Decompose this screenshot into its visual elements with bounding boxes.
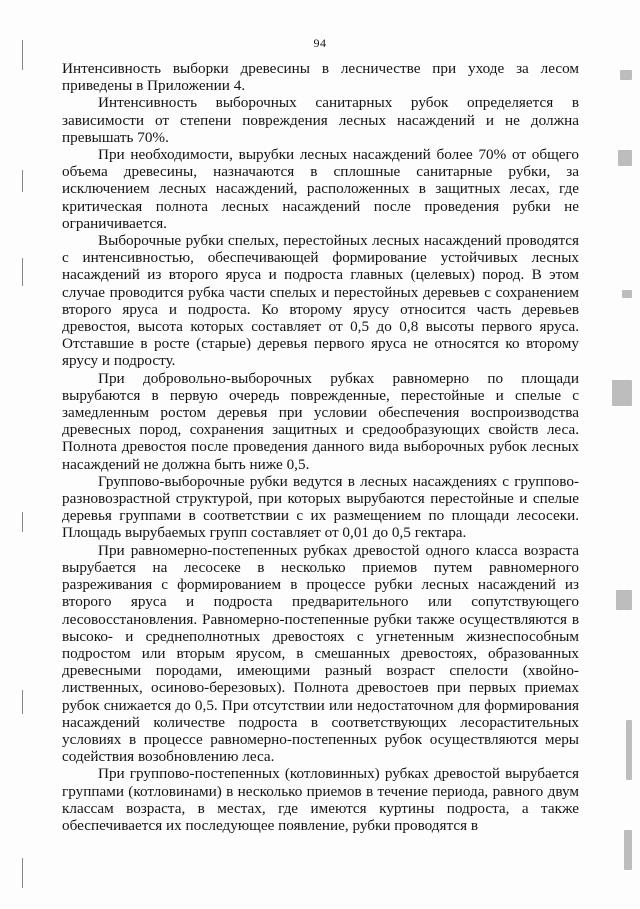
scan-artifact bbox=[22, 170, 23, 192]
scan-artifact bbox=[624, 830, 632, 870]
paragraph: Группово-выборочные рубки ведутся в лесных насаждениях с группово-разновозрастной структурой, при которых вырубаются перестойные и спелые деревья группами в соответствии с их размещением по площади лесосеки. Площадь вырубаемых групп составляет от 0,01 до 0,5 гектара. bbox=[62, 472, 579, 542]
scan-artifact bbox=[22, 690, 23, 714]
scan-artifact bbox=[22, 858, 23, 888]
paragraph: Выборочные рубки спелых, перестойных лесных насаждений проводятся с интенсивностью, обеспечивающей формирование устойчивых лесных насаждений из второго яруса и подроста главных (целевых) пород. В этом случае проводится рубка части спелых и перестойных деревьев с сохранением второго яруса и подроста. Ко второму ярусу относится часть деревьев древостоя, высота которых составляет от 0,5 до 0,8 высоты первого яруса. Отставшие в росте (старые) деревья первого яруса не относятся ко второму ярусу и подросту. bbox=[62, 232, 579, 370]
paragraph: При группово-постепенных (котловинных) рубках древостой вырубается группами (котловинами) в несколько приемов в течение периода, равного двум классам возраста, в местах, где имеются куртины подроста, а также обеспечивается их последующее появление, рубки проводятся в bbox=[62, 765, 579, 834]
paragraph: При добровольно-выборочных рубках равномерно по площади вырубаются в первую очередь поврежденные, перестойные и спелые с замедленным ростом деревья при условии обеспечения воспроизводства древесных пород, сохранения защитных и средообразующих свойств леса. Полнота древостоя после проведения данного вида выборочных рубок лесных насаждений не должна быть ниже 0,5. bbox=[62, 369, 579, 473]
scan-artifact bbox=[620, 70, 632, 80]
page-number: 94 bbox=[313, 36, 327, 50]
scan-artifact bbox=[22, 258, 23, 286]
paragraph: Интенсивность выборки древесины в лесничестве при уходе за лесом приведены в Приложении 4. bbox=[62, 60, 579, 95]
scan-artifact bbox=[618, 150, 632, 166]
page-body bbox=[62, 60, 579, 834]
paragraph: Интенсивность выборочных санитарных рубок определяется в зависимости от степени повреждения лесных насаждений и не должна превышать 70%. bbox=[62, 94, 579, 146]
scan-artifact bbox=[626, 720, 632, 780]
scan-artifact bbox=[22, 512, 23, 532]
scan-artifact bbox=[622, 290, 632, 298]
scan-artifact bbox=[612, 380, 632, 406]
paragraph: При равномерно-постепенных рубках древостой одного класса возраста вырубается на лесосеке в несколько приемов путем равномерного разреживания с формированием в процессе рубки лесных насаждений из второго яруса и подроста предварительного или сопутствующего лесовосстановления. Равномерно-постепенные рубки также осуществляются в высоко- и среднеполнотных древостоях с угнетенным жизнеспособным подростом или вторым ярусом, в смешанных древостоях, образованных древесными породами, имеющими разный возраст спелости (хвойно-лиственных, осиново-березовых). Полнота древостоев при первых приемах рубок снижается до 0,5. При отсутствии или недостаточном для формирования насаждений количестве подроста в соответствующих лесорастительных условиях в процессе равномерно-постепенных рубок осуществляются меры содействия возобновлению леса. bbox=[62, 541, 579, 766]
paragraph: При необходимости, вырубки лесных насаждений более 70% от общего объема древесины, назначаются в сплошные санитарные рубки, за исключением лесных насаждений, расположенных в защитных лесах, где критическая полнота лесных насаждений после проведения рубки не ограничивается. bbox=[62, 146, 579, 232]
scan-artifact bbox=[616, 590, 632, 610]
